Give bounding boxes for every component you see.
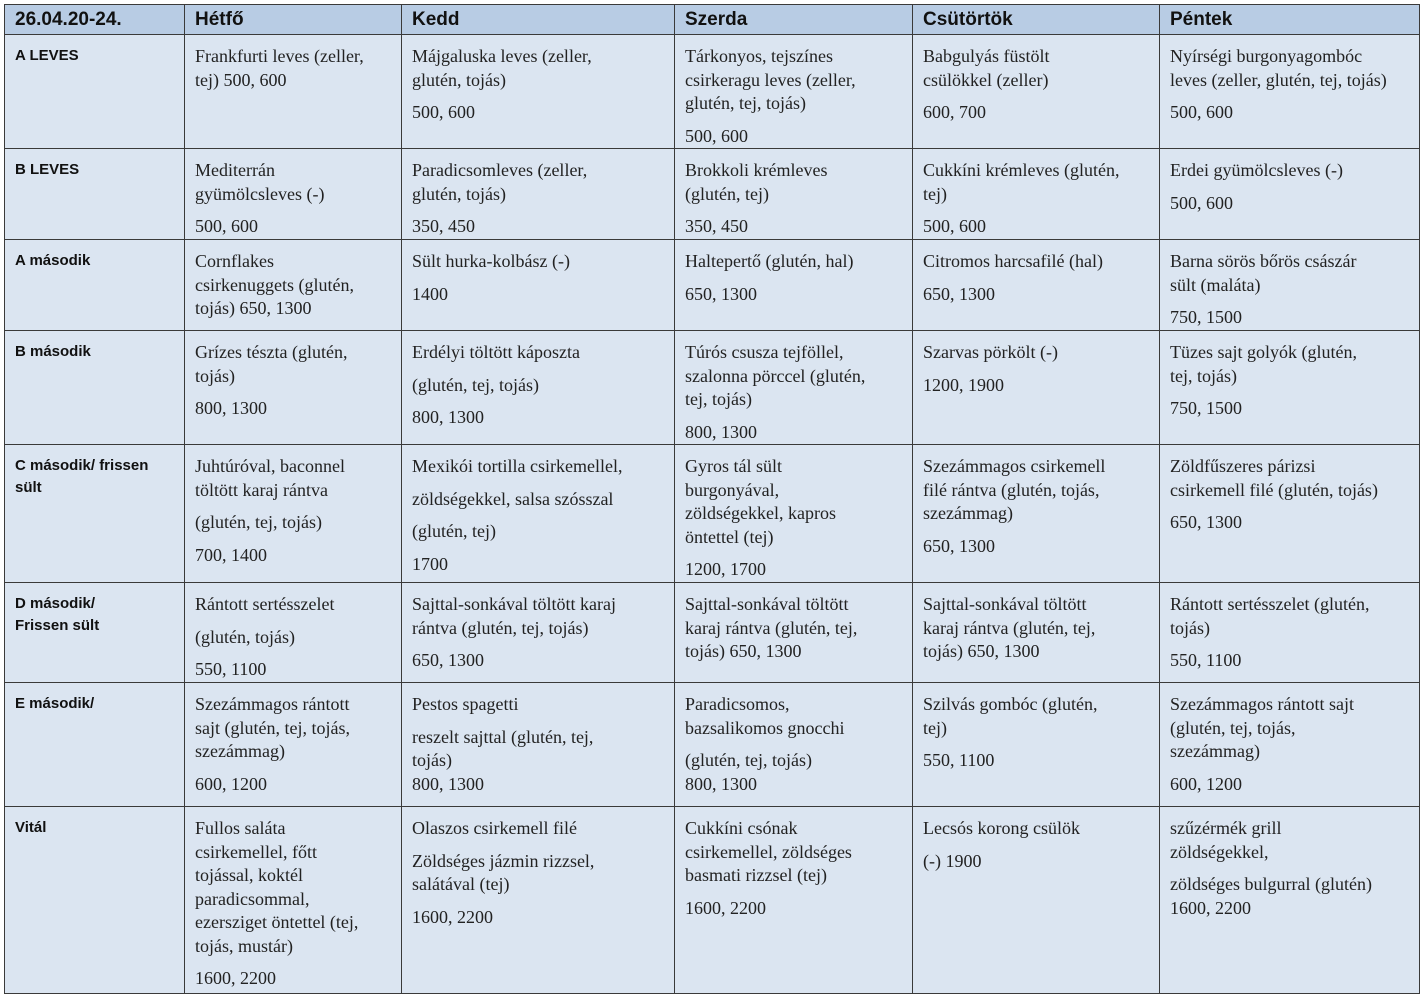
meal-category-label: B második <box>5 331 185 445</box>
price: 800, 1300 <box>685 773 757 794</box>
dish-name: Cukkíni csónak csirkemellel, zöldséges basmati rizzsel (tej) <box>685 818 852 885</box>
menu-body <box>5 35 1420 994</box>
header-row <box>5 5 1420 35</box>
meal-category-label: D második/ Frissen sült <box>5 583 185 683</box>
menu-cell-friday <box>1160 683 1420 807</box>
price: 750, 1500 <box>1170 307 1242 327</box>
price: 650, 1300 <box>685 283 757 304</box>
price: 600, 1200 <box>195 773 267 794</box>
table-row <box>5 149 1420 240</box>
menu-cell-tuesday <box>402 149 675 240</box>
dish-name: Tárkonyos, tejszínes csirkeragu leves (zeller, glutén, tej, tojás) <box>685 46 856 113</box>
menu-cell-wednesday <box>675 240 913 331</box>
meal-category-label: B LEVES <box>5 149 185 240</box>
menu-cell-tuesday <box>402 35 675 149</box>
menu-cell-monday <box>185 35 402 149</box>
dish-name: Cornflakes csirkenuggets (glutén, tojás) 650, 1300 <box>195 251 354 318</box>
dish-name: Grízes tészta (glutén, tojás) <box>195 342 348 386</box>
price: 650, 1300 <box>1170 512 1242 532</box>
menu-cell-friday <box>1160 445 1420 583</box>
menu-cell-wednesday <box>675 683 913 807</box>
dish-detail: zöldséges bulgurral (glutén) <box>1170 874 1372 894</box>
meal-category-label: A második <box>5 240 185 331</box>
menu-cell-thursday <box>913 331 1160 445</box>
price: 600, 700 <box>923 102 986 122</box>
price: 1600, 2200 <box>412 906 493 927</box>
menu-cell-thursday <box>913 149 1160 240</box>
menu-cell-monday <box>185 807 402 994</box>
day-header-monday: Hétfő <box>185 5 402 35</box>
dish-name: Paradicsomos, bazsalikomos gnocchi <box>685 694 845 738</box>
dish-detail: (glutén, tej, tojás) <box>685 750 812 770</box>
meal-category-label: A LEVES <box>5 35 185 149</box>
price: 650, 1300 <box>923 535 995 556</box>
dish-name: Rántott sertésszelet <box>195 594 335 614</box>
day-header-wednesday: Szerda <box>675 5 913 35</box>
dish-name: Sült hurka-kolbász (-) <box>412 251 570 271</box>
dish-name: Cukkíni krémleves (glutén, tej) <box>923 160 1120 204</box>
day-header-friday: Péntek <box>1160 5 1420 35</box>
price: 500, 600 <box>195 216 258 236</box>
menu-cell-tuesday <box>402 683 675 807</box>
menu-cell-wednesday <box>675 583 913 683</box>
table-row <box>5 240 1420 331</box>
menu-cell-friday <box>1160 240 1420 331</box>
menu-cell-friday <box>1160 583 1420 683</box>
price: 700, 1400 <box>195 544 267 565</box>
day-header-tuesday: Kedd <box>402 5 675 35</box>
dish-name: Brokkoli krémleves (glutén, tej) <box>685 160 828 204</box>
price: 550, 1100 <box>923 750 995 770</box>
dish-name: Szezámmagos rántott sajt (glutén, tej, tojás, szezámmag) <box>195 694 350 761</box>
menu-cell-thursday <box>913 445 1160 583</box>
dish-name: Paradicsomleves (zeller, glutén, tojás) <box>412 160 588 204</box>
price: 500, 600 <box>1170 192 1233 213</box>
price: 350, 450 <box>412 216 475 236</box>
menu-cell-thursday <box>913 683 1160 807</box>
dish-detail: (-) 1900 <box>923 850 982 871</box>
dish-name: Barna sörös bőrös császár sült (maláta) <box>1170 251 1357 295</box>
table-row <box>5 35 1420 149</box>
table-row <box>5 445 1420 583</box>
dish-name: szűzérmék grill zöldségekkel, <box>1170 818 1282 862</box>
price: 1600, 2200 <box>685 897 766 918</box>
dish-name: Babgulyás füstölt csülökkel (zeller) <box>923 46 1050 90</box>
dish-name: Mexikói tortilla csirkemellel, <box>412 456 623 476</box>
dish-name: Szarvas pörkölt (-) <box>923 342 1058 362</box>
dish-name: Olaszos csirkemell filé <box>412 818 577 838</box>
price: 500, 600 <box>685 125 748 146</box>
dish-name: Rántott sertésszelet (glutén, tojás) <box>1170 594 1370 638</box>
price: 800, 1300 <box>685 421 757 442</box>
dish-name: Szilvás gombóc (glutén, tej) <box>923 694 1098 738</box>
menu-header <box>5 5 1420 35</box>
dish-detail: zöldségekkel, salsa szósszal <box>412 488 614 509</box>
menu-cell-monday <box>185 240 402 331</box>
dish-name: Haltepertő (glutén, hal) <box>685 251 854 271</box>
week-date: 26.04.20-24. <box>5 5 185 35</box>
dish-name: Juhtúróval, baconnel töltött karaj rántva <box>195 456 345 500</box>
dish-detail: (glutén, tej) <box>412 521 496 541</box>
dish-detail: Zöldséges jázmin rizzsel, salátával (tej) <box>412 850 595 894</box>
menu-cell-monday <box>185 683 402 807</box>
day-header-thursday: Csütörtök <box>913 5 1160 35</box>
menu-cell-friday <box>1160 149 1420 240</box>
menu-cell-tuesday <box>402 583 675 683</box>
dish-name: Sajttal-sonkával töltött karaj rántva (glutén, tej, tojás) 650, 1300 <box>685 594 858 661</box>
table-row <box>5 331 1420 445</box>
menu-cell-thursday <box>913 240 1160 331</box>
dish-detail: (glutén, tej, tojás) <box>412 374 539 395</box>
weekly-menu-table <box>4 4 1420 994</box>
menu-cell-wednesday <box>675 331 913 445</box>
dish-name: Lecsós korong csülök <box>923 818 1080 838</box>
dish-name: Pestos spagetti <box>412 694 519 714</box>
menu-cell-monday <box>185 331 402 445</box>
price: 350, 450 <box>685 216 748 236</box>
dish-name: Túrós csusza tejföllel, szalonna pörccel (glutén, tej, tojás) <box>685 342 866 409</box>
menu-cell-wednesday <box>675 445 913 583</box>
dish-name: Fullos saláta csirkemellel, főtt tojással, koktél paradicsommal, ezersziget öntettel (tej, tojás, mustár) <box>195 818 359 956</box>
menu-cell-wednesday <box>675 35 913 149</box>
price: 800, 1300 <box>195 398 267 418</box>
price: 1200, 1700 <box>685 559 766 579</box>
menu-cell-wednesday <box>675 807 913 994</box>
dish-detail: (glutén, tej, tojás) <box>195 512 322 532</box>
price: 750, 1500 <box>1170 398 1242 418</box>
price: 550, 1100 <box>1170 650 1242 670</box>
meal-category-label: C második/ frissen sült <box>5 445 185 583</box>
dish-name: Májgaluska leves (zeller, glutén, tojás) <box>412 46 592 90</box>
dish-name: Erdélyi töltött káposzta <box>412 342 580 362</box>
dish-name: Szezámmagos csirkemell filé rántva (glutén, tojás, szezámmag) <box>923 456 1106 523</box>
price: 550, 1100 <box>195 659 267 679</box>
table-row <box>5 683 1420 807</box>
dish-name: Sajttal-sonkával töltött karaj rántva (glutén, tej, tojás) <box>412 594 616 638</box>
meal-category-label: Vitál <box>5 807 185 994</box>
menu-cell-monday <box>185 583 402 683</box>
price: 600, 1200 <box>1170 773 1242 794</box>
price: 1600, 2200 <box>1170 897 1251 918</box>
menu-cell-tuesday <box>402 807 675 994</box>
price: 500, 600 <box>412 102 475 122</box>
price: 500, 600 <box>1170 102 1233 122</box>
menu-cell-thursday <box>913 807 1160 994</box>
meal-category-label: E második/ <box>5 683 185 807</box>
dish-name: Frankfurti leves (zeller, tej) 500, 600 <box>195 46 364 90</box>
price: 650, 1300 <box>412 650 484 670</box>
menu-cell-monday <box>185 149 402 240</box>
dish-name: Gyros tál sült burgonyával, zöldségekkel, kapros öntettel (tej) <box>685 456 836 547</box>
menu-cell-tuesday <box>402 331 675 445</box>
menu-cell-monday <box>185 445 402 583</box>
menu-cell-tuesday <box>402 240 675 331</box>
dish-detail: reszelt sajttal (glutén, tej, tojás) <box>412 726 594 770</box>
price: 1600, 2200 <box>195 968 276 988</box>
dish-name: Nyírségi burgonyagombóc leves (zeller, glutén, tej, tojás) <box>1170 46 1387 90</box>
price: 650, 1300 <box>923 283 995 304</box>
price: 800, 1300 <box>412 407 484 427</box>
price: 800, 1300 <box>412 773 484 794</box>
price: 500, 600 <box>923 216 986 236</box>
menu-cell-wednesday <box>675 149 913 240</box>
dish-name: Erdei gyümölcsleves (-) <box>1170 160 1343 180</box>
menu-cell-friday <box>1160 807 1420 994</box>
price: 1700 <box>412 553 448 574</box>
menu-cell-friday <box>1160 35 1420 149</box>
price: 1200, 1900 <box>923 374 1004 395</box>
menu-cell-friday <box>1160 331 1420 445</box>
dish-name: Tüzes sajt golyók (glutén, tej, tojás) <box>1170 342 1357 386</box>
dish-detail: (glutén, tojás) <box>195 626 295 647</box>
table-row <box>5 583 1420 683</box>
menu-cell-thursday <box>913 583 1160 683</box>
menu-cell-thursday <box>913 35 1160 149</box>
dish-name: Zöldfűszeres párizsi csirkemell filé (glutén, tojás) <box>1170 456 1378 500</box>
price: 1400 <box>412 283 448 304</box>
menu-cell-tuesday <box>402 445 675 583</box>
dish-name: Sajttal-sonkával töltött karaj rántva (glutén, tej, tojás) 650, 1300 <box>923 594 1096 661</box>
table-row <box>5 807 1420 994</box>
dish-name: Mediterrán gyümölcsleves (-) <box>195 160 325 204</box>
dish-name: Szezámmagos rántott sajt (glutén, tej, tojás, szezámmag) <box>1170 694 1354 761</box>
dish-name: Citromos harcsafilé (hal) <box>923 251 1103 271</box>
